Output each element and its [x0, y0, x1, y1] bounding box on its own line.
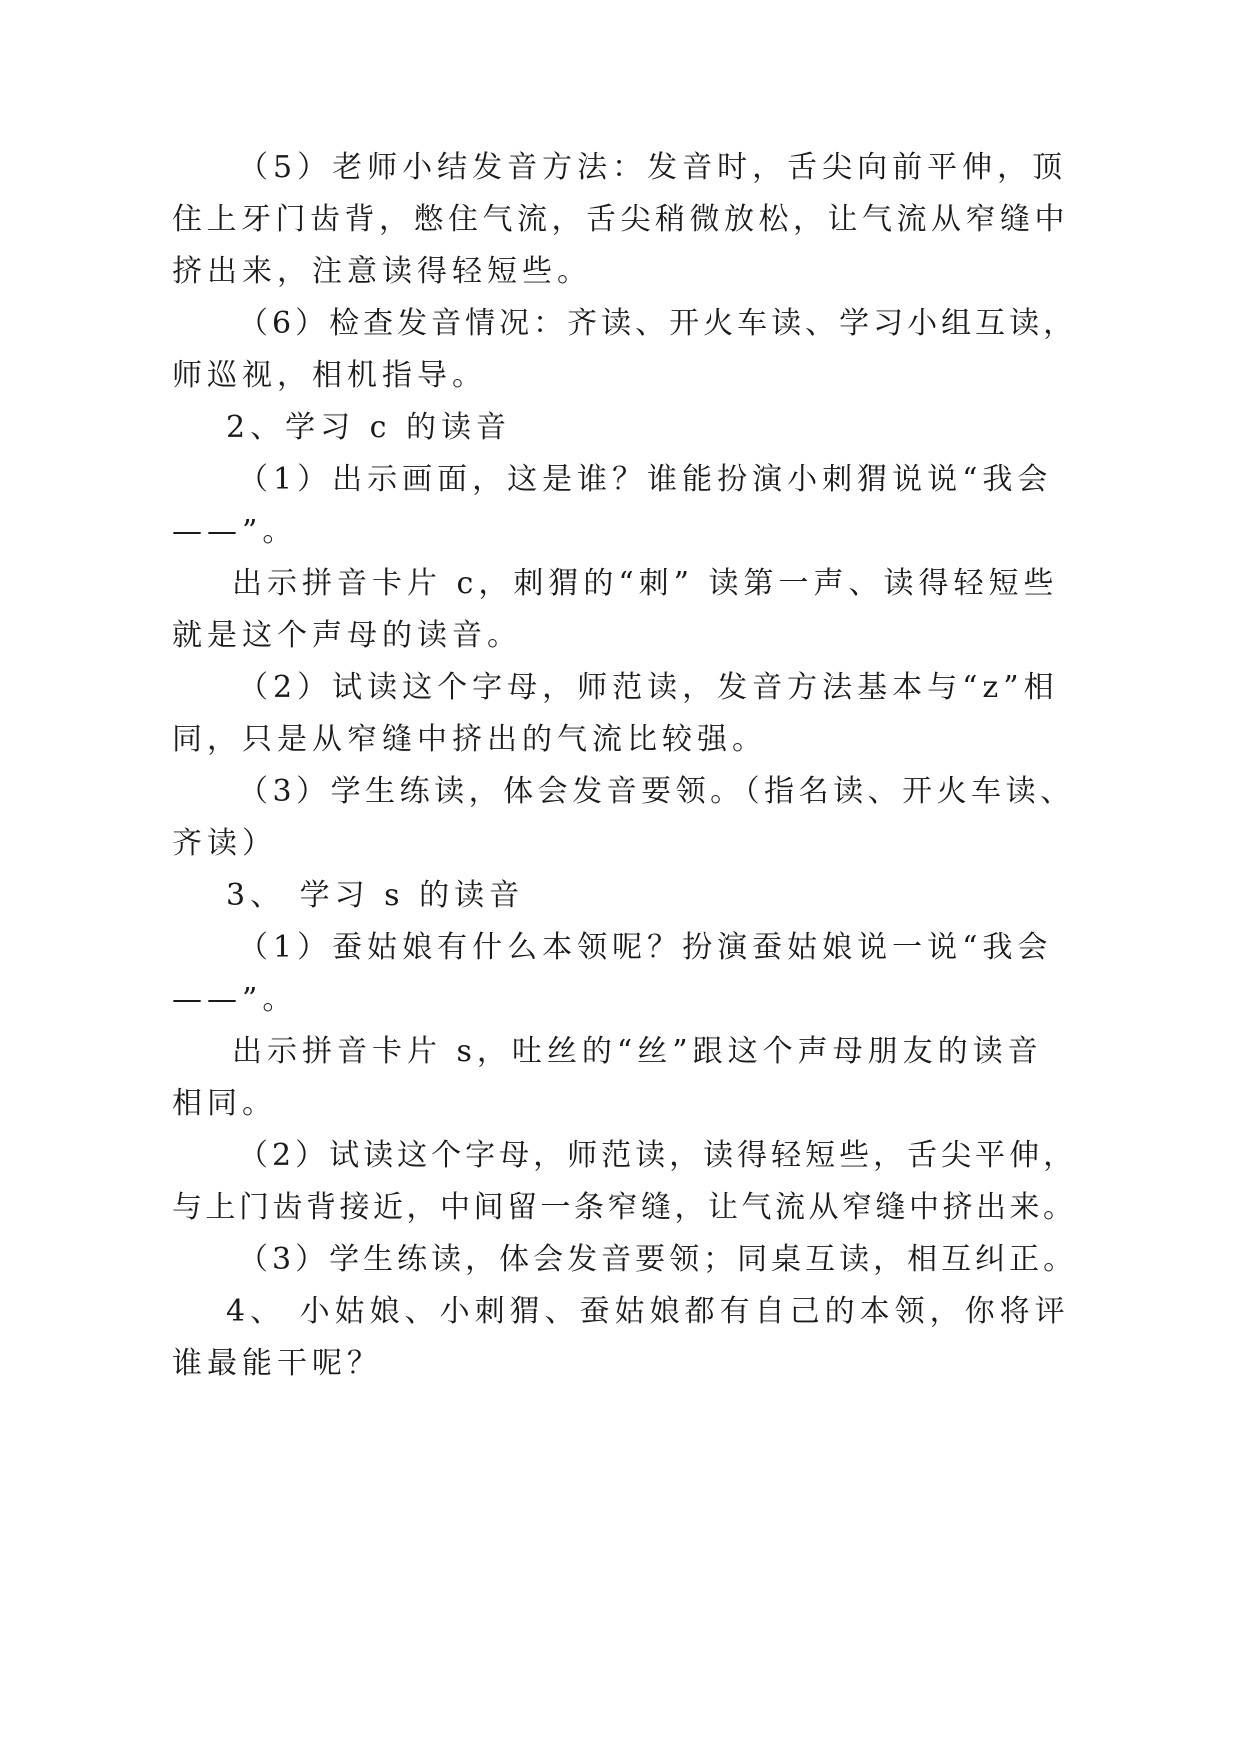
text-line: 相同。	[172, 1086, 277, 1121]
text-line: ——”。	[172, 514, 298, 549]
text-line: 挤出来，注意读得轻短些。	[172, 254, 592, 289]
text-line: （5）老师小结发音方法：发音时，舌尖向前平伸，顶	[238, 150, 1068, 185]
text-line: 师巡视，相机指导。	[172, 358, 487, 393]
text-line: 谁最能干呢？	[172, 1346, 382, 1381]
section-heading: 3、 学习 s 的读音	[226, 878, 525, 913]
text-line: （2）试读这个字母，师范读，发音方法基本与“z”相	[238, 670, 1059, 705]
text-line: （2）试读这个字母，师范读，读得轻短些，舌尖平伸，	[238, 1138, 1078, 1173]
text-line: 出示拼音卡片 c，刺猬的“刺” 读第一声、读得轻短些	[232, 566, 1059, 601]
text-line: 与上门齿背接近，中间留一条窄缝，让气流从窄缝中挤出来。	[172, 1190, 1077, 1225]
text-line: （6）检查发音情况：齐读、开火车读、学习小组互读，	[238, 306, 1078, 341]
text-line: （1）蚕姑娘有什么本领呢？扮演蚕姑娘说一说“我会	[238, 930, 1053, 965]
text-line: ——”。	[172, 982, 298, 1017]
section-heading: 2、学习 c 的读音	[226, 410, 511, 445]
text-line: 齐读）	[172, 826, 277, 861]
text-line: （3）学生练读，体会发音要领；同桌互读，相互纠正。	[238, 1242, 1078, 1277]
text-line: 出示拼音卡片 s，吐丝的“丝”跟这个声母朋友的读音	[232, 1034, 1043, 1069]
text-line: （1）出示画面，这是谁？谁能扮演小刺猬说说“我会	[238, 462, 1053, 497]
text-line: 同，只是从窄缝中挤出的气流比较强。	[172, 722, 767, 757]
text-line: 住上牙门齿背，憋住气流，舌尖稍微放松，让气流从窄缝中	[172, 202, 1069, 237]
text-line: （3）学生练读，体会发音要领。（指名读、开火车读、	[238, 774, 1075, 809]
text-line: 就是这个声母的读音。	[172, 618, 522, 653]
section-heading: 4、 小姑娘、小刺猬、蚕姑娘都有自己的本领，你将评	[226, 1294, 1070, 1329]
